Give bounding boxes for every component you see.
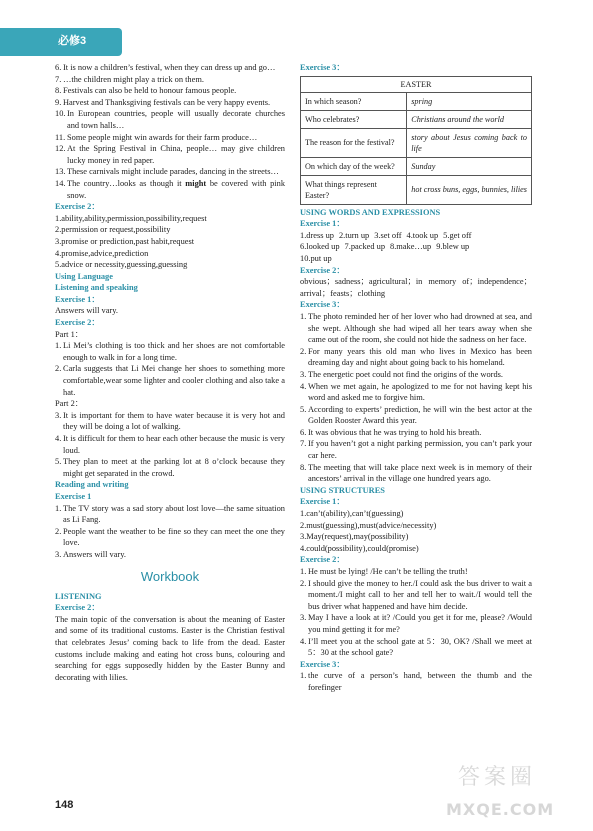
list-item: 6. It was obvious that he was trying to hold his breath. xyxy=(300,427,482,437)
list-item: 9. Harvest and Thanksgiving festivals can be very happy events. xyxy=(55,97,271,107)
list-item: 4.promise,advice,prediction xyxy=(55,248,149,258)
module-tab xyxy=(0,28,122,56)
answer-text: 10.put up xyxy=(300,253,332,263)
answer-item: 5.get off xyxy=(443,230,472,240)
part-1-list xyxy=(55,340,285,398)
table-answer: spring xyxy=(407,92,532,110)
right-column xyxy=(300,62,532,694)
table-question: On which day of the week? xyxy=(301,157,407,175)
list-item: 1.ability,ability,permission,possibility,request xyxy=(55,213,207,223)
easter-table xyxy=(300,76,532,205)
table-answer: Sunday xyxy=(407,157,532,175)
workbook-paragraph: The main topic of the conversation is about the meaning of Easter and some of its traditional customs. Easter is the Christian festival that celebrates Jesus’ coming back to life from the dead. Easter customs include making and eating hot cross buns, colouring and searching for eggs supposedly hidden by the Easter Bunny and decorating with lilies. xyxy=(55,614,285,682)
list-item: 1. Li Mei’s clothing is too thick and her shoes are not comfortable enough to walk in for a long time. xyxy=(55,341,285,362)
exercise-answers-list xyxy=(55,62,285,178)
list-item: 7. …the children might play a trick on them. xyxy=(55,74,204,84)
list-item: 5. According to experts’ prediction, he will win the best actor at the Golden Rooster Award this year. xyxy=(300,404,532,426)
list-item: 1. The photo reminded her of her lover who had drowned at sea, and she wept. Although she had wiped all her tears away when she came out of the room, she could not hide the sadness on her face. xyxy=(300,311,532,345)
watermark xyxy=(440,765,580,826)
answer-item: 6.looked up xyxy=(300,242,340,252)
list-item: 2. I should give the money to her./I could ask the bus driver to wait a moment./I might call to her and tell her to wait./I would tell the bus driver what happened and have him decide. xyxy=(300,578,532,611)
list-item: 2. For many years this old man who lives in Mexico has been dreaming day and night about going back to his homeland. xyxy=(300,346,532,368)
list-item: 12. At the Spring Festival in China, people… may give children lucky money in red paper. xyxy=(55,144,285,165)
list-item: 2.permission or request,possibility xyxy=(55,225,171,235)
list-item: 1.can’t(ability),can’t(guessing) xyxy=(300,509,404,519)
table-title: EASTER xyxy=(301,76,532,92)
section-heading: Exercise 3： xyxy=(300,659,345,669)
section-heading: Exercise 1 xyxy=(55,491,92,501)
part-2-list xyxy=(55,410,285,480)
structures-ex3-list xyxy=(300,670,532,693)
answer-text: obvious；sadness；agricultural；in memory of；independence；arrival；feasts；clothing xyxy=(300,277,532,298)
section-heading: Exercise 1： xyxy=(300,497,345,507)
emphasized-word: might xyxy=(185,178,207,188)
section-heading: USING WORDS AND EXPRESSIONS xyxy=(300,207,441,217)
list-item: 3. It is important for them to have water because it is very hot and they will be doing a lot of walking. xyxy=(55,410,285,432)
list-item: 1. He must be lying! /He can’t be telling the truth! xyxy=(300,567,468,576)
watermark-bottom: MXQE.COM xyxy=(446,800,555,819)
list-item: 10. In European countries, people will usually decorate churches and town halls… xyxy=(55,109,285,130)
list-item: 3. May I have a look at it? /Could you get it for me, please? /Would you mind getting it for me? xyxy=(300,613,532,634)
table-question: In which season? xyxy=(301,92,407,110)
list-item: 3. The energetic poet could not find the origins of the words. xyxy=(300,369,503,379)
table-question: Who celebrates? xyxy=(301,110,407,128)
list-item: 1. the curve of a person’s hand, between the thumb and the forefinger xyxy=(300,671,532,692)
table-row xyxy=(301,92,532,110)
table-row xyxy=(301,128,532,157)
answer-item: 8.make…up xyxy=(390,242,432,252)
answer-item: 1.dress up xyxy=(300,230,334,240)
list-item: 13. These carnivals might include parades, dancing in the streets… xyxy=(55,167,279,177)
answer-text: Answers will vary. xyxy=(55,306,118,316)
section-heading: Listening and speaking xyxy=(55,283,138,293)
list-item: 2. People want the weather to be fine so they can meet the one they love. xyxy=(55,526,285,548)
section-heading: Exercise 1： xyxy=(300,219,345,229)
table-answer: hot cross buns, eggs, bunnies, lilies xyxy=(407,175,532,204)
list-item: 6. It is now a children’s festival, when they can dress up and go… xyxy=(55,63,276,72)
list-item: 7. If you haven’t got a night parking permission, you can’t park your car here. xyxy=(300,439,532,461)
list-item: 11. Some people might win awards for their farm produce… xyxy=(55,132,258,142)
list-item: 1. The TV story was a sad story about lost love—the same situation as Li Fang. xyxy=(55,503,285,525)
answer-item: 4.took up xyxy=(406,230,439,240)
answer-row xyxy=(300,230,532,242)
answer-item: 3.set off xyxy=(374,230,402,240)
list-item: 5.advice or necessity,guessing,guessing xyxy=(55,260,188,270)
structures-ex2-list xyxy=(300,566,532,659)
table-answer: story about Jesus coming back to life xyxy=(407,128,532,157)
reading-writing-list xyxy=(55,503,285,561)
table-question: The reason for the festival? xyxy=(301,128,407,157)
answer-item: 9.blew up xyxy=(436,242,470,252)
list-item: 3.promise or prediction,past habit,request xyxy=(55,236,195,246)
part-label: Part 1： xyxy=(55,329,84,339)
list-item: 14. The country…looks as though it might be covered with pink snow. xyxy=(55,178,286,200)
answer-row xyxy=(300,241,532,253)
list-item: 8. The meeting that will take place next week is in memory of their ancestors’ arrival in the village one hundred years ago. xyxy=(300,462,532,484)
list-item: 2. Carla suggests that Li Mei change her shoes to something more comfortable,wear some lighter and cooler clothing and also take a hat. xyxy=(55,364,285,397)
section-heading: USING STRUCTURES xyxy=(300,485,385,495)
answer-item: 7.packed up xyxy=(344,242,386,252)
list-item: 2.must(guessing),must(advice/necessity) xyxy=(300,520,437,530)
list-item: 3.May(request),may(possibility) xyxy=(300,532,409,542)
table-row xyxy=(301,175,532,204)
list-item: 8. Festivals can also be held to honour famous people. xyxy=(55,86,237,96)
table-row xyxy=(301,110,532,128)
list-item: 3. Answers will vary. xyxy=(55,549,126,559)
answer-item: 2.turn up xyxy=(338,230,370,240)
section-heading: LISTENING xyxy=(55,591,102,601)
left-column xyxy=(55,62,285,683)
section-heading: Exercise 2： xyxy=(55,603,100,613)
section-heading: Exercise 3： xyxy=(300,300,345,310)
table-answer: Christians around the world xyxy=(407,110,532,128)
page-number: 148 xyxy=(55,799,74,811)
part-label: Part 2： xyxy=(55,399,84,409)
section-heading: Exercise 2： xyxy=(300,265,345,275)
list-item: 4. It is difficult for them to hear each other because the music is very loud. xyxy=(55,434,285,455)
section-heading: Exercise 2： xyxy=(55,202,100,212)
table-row xyxy=(301,157,532,175)
structures-ex1-list xyxy=(300,508,532,554)
section-heading: Exercise 1： xyxy=(55,294,100,304)
section-heading: Using Language xyxy=(55,271,113,281)
module-tab-label: 必修3 xyxy=(58,35,87,47)
section-heading: Exercise 2： xyxy=(300,555,345,565)
table-question: What things represent Easter? xyxy=(301,175,407,204)
exercise-2-list xyxy=(55,213,285,271)
watermark-top: 答案圈 xyxy=(458,765,537,790)
exercise-3-list xyxy=(300,311,532,485)
section-heading: Reading and writing xyxy=(55,480,129,490)
list-item: 5. They plan to meet at the parking lot at 8 o’clock because they might get separated in the crowd. xyxy=(55,457,285,478)
list-item: 4. I’ll meet you at the school gate at 5：30, OK? /Shall we meet at 5：30 at the school gate? xyxy=(300,636,532,658)
workbook-title: Workbook xyxy=(140,568,200,584)
section-heading: Exercise 2： xyxy=(55,318,100,328)
section-heading: Exercise 3： xyxy=(300,63,345,72)
list-item: 4.could(possibility),could(promise) xyxy=(300,543,419,553)
list-item: 4. When we met again, he apologized to me for not having kept his word and asked me to forgive him. xyxy=(300,381,532,403)
